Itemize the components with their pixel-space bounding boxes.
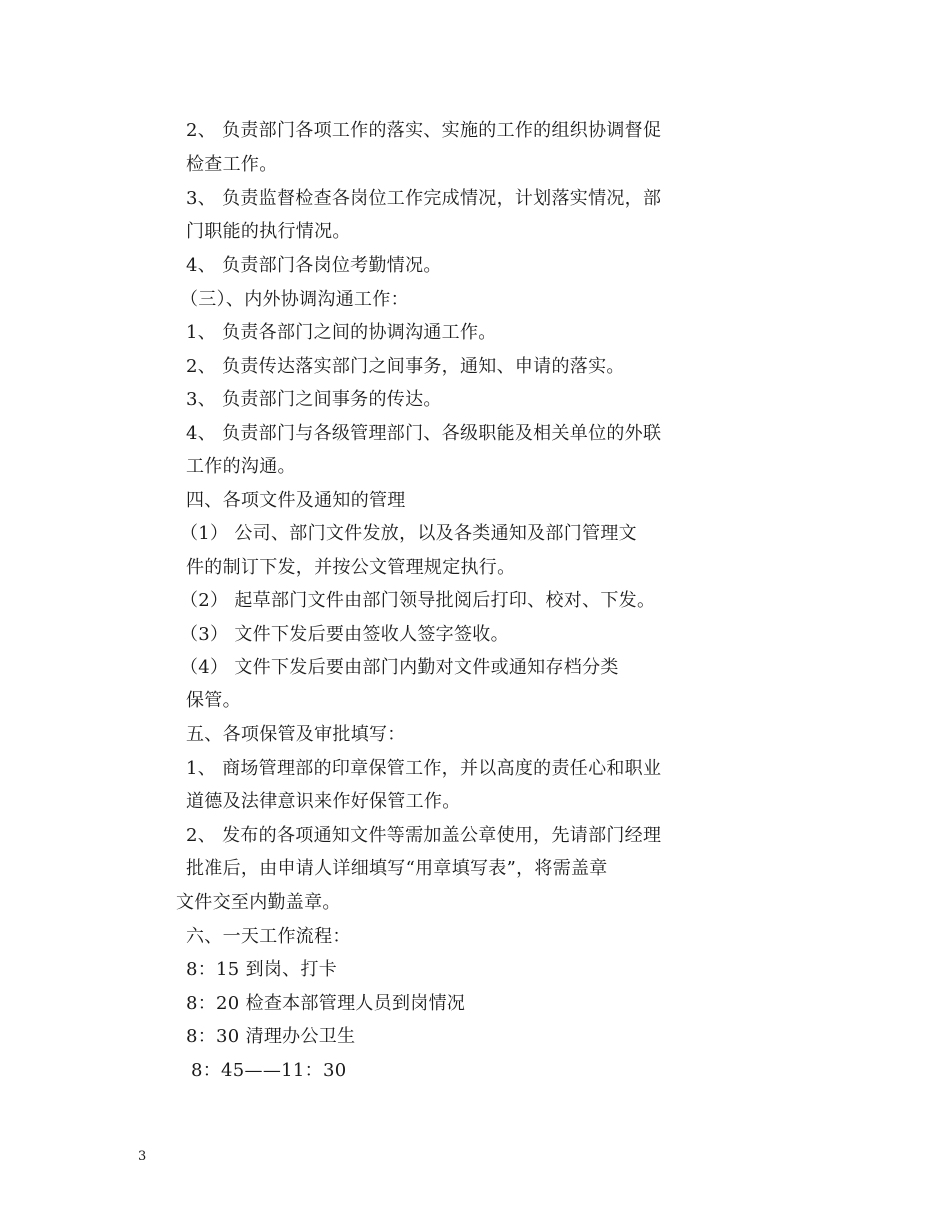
text-line: 工作的沟通。: [186, 456, 296, 477]
text-line: 1、 负责各部门之间的协调沟通工作。: [186, 322, 497, 343]
text-line: 8：15 到岗、打卡: [186, 959, 338, 980]
text-line: （1） 公司、部门文件发放，以及各类通知及部门管理文: [180, 523, 637, 544]
text-line: 道德及法律意识来作好保管工作。: [186, 791, 461, 812]
text-line: 2、 负责传达落实部门之间事务，通知、申请的落实。: [186, 356, 625, 377]
text-line: 门职能的执行情况。: [186, 221, 351, 242]
text-line: 检查工作。: [186, 154, 278, 175]
text-line: 文件交至内勤盖章。: [176, 892, 341, 913]
text-line: （4） 文件下发后要由部门内勤对文件或通知存档分类: [180, 657, 619, 678]
text-line: 4、 负责部门各岗位考勤情况。: [186, 255, 442, 276]
text-line: 2、 发布的各项通知文件等需加盖公章使用，先请部门经理: [186, 825, 662, 846]
section-heading: 六、一天工作流程：: [186, 926, 351, 947]
text-line: 8：20 检查本部管理人员到岗情况: [186, 993, 466, 1014]
text-line: （2） 起草部门文件由部门领导批阅后打印、校对、下发。: [180, 590, 656, 611]
text-line: 8：45——11：30: [191, 1060, 347, 1081]
text-line: 件的制订下发，并按公文管理规定执行。: [186, 557, 516, 578]
text-line: 2、 负责部门各项工作的落实、实施的工作的组织协调督促: [186, 120, 662, 141]
text-line: 批准后，由申请人详细填写“用章填写表”，将需盖章: [186, 858, 608, 879]
section-heading: 四、各项文件及通知的管理: [186, 490, 406, 511]
section-heading: （三）、内外协调沟通工作：: [180, 289, 409, 310]
text-line: 1、 商场管理部的印章保管工作，并以高度的责任心和职业: [186, 758, 662, 779]
section-heading: 五、各项保管及审批填写：: [186, 724, 406, 745]
text-line: 3、 负责监督检查各岗位工作完成情况，计划落实情况，部: [186, 188, 662, 209]
text-line: （3） 文件下发后要由签收人签字签收。: [180, 624, 509, 645]
text-line: 4、 负责部门与各级管理部门、各级职能及相关单位的外联: [186, 423, 662, 444]
text-line: 3、 负责部门之间事务的传达。: [186, 389, 442, 410]
page-number: 3: [138, 1149, 147, 1164]
text-line: 8：30 清理办公卫生: [186, 1026, 356, 1047]
text-line: 保管。: [186, 690, 241, 711]
